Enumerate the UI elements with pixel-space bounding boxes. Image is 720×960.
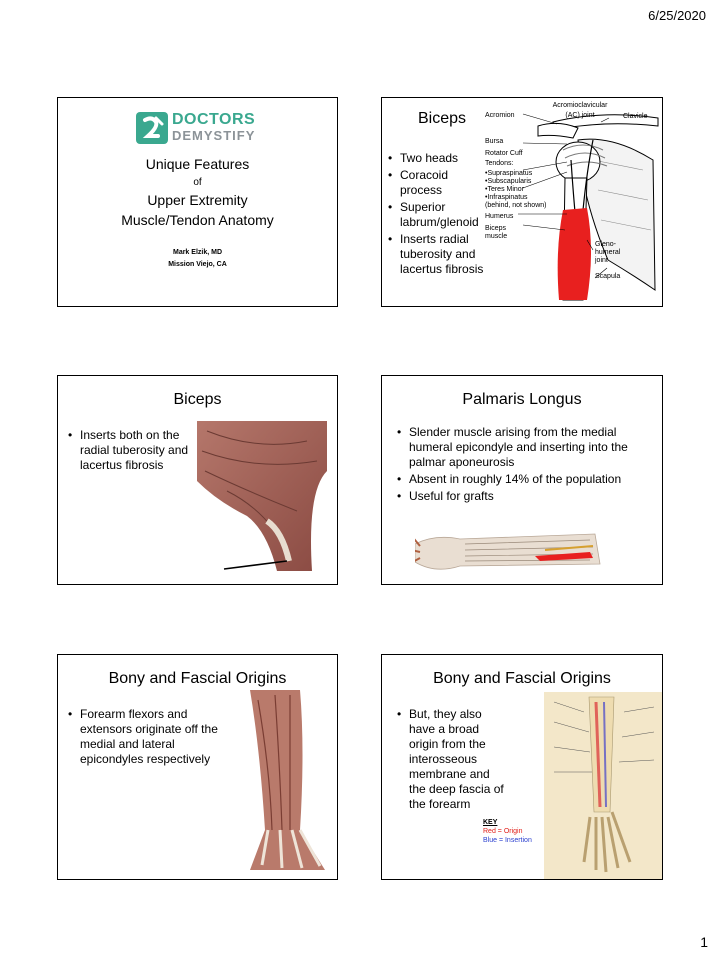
- label-scapula: Scapula: [595, 273, 621, 280]
- author-name: Mark Elzik, MD: [172, 249, 222, 256]
- logo-text-doctors: DOCTORS: [172, 111, 256, 128]
- bullet-list: [397, 707, 507, 814]
- label-bursa: Bursa: [485, 138, 504, 145]
- label-gleno-1: Gleno-: [595, 241, 617, 248]
- label-gleno-2: humeral: [595, 249, 621, 256]
- bullet-list: [388, 151, 488, 279]
- origin-insertion-diagram: [544, 692, 662, 880]
- slide-bony-origins-1: [57, 654, 338, 880]
- page-date: 6/25/2020: [648, 8, 706, 23]
- slide-title-card: [57, 97, 338, 307]
- slide-biceps-overview: [381, 97, 663, 307]
- title-line-4: Muscle/Tendon Anatomy: [121, 212, 274, 228]
- logo-text-demystify: DEMYSTIFY: [172, 128, 256, 143]
- label-acromion: Acromion: [485, 112, 515, 119]
- label-teres-minor: •Teres Minor: [485, 186, 525, 193]
- label-infraspinatus: •Infraspinatus: [485, 194, 528, 201]
- shoulder-diagram: [483, 100, 661, 305]
- bullet-item: • Absent in roughly 14% of the population: [397, 472, 652, 487]
- slide-biceps-insertion: [57, 375, 338, 585]
- slide-title: Biceps: [173, 391, 222, 408]
- label-subscapularis: •Subscapularis: [485, 178, 532, 185]
- bullet-item: • Coracoid process: [388, 168, 488, 198]
- label-biceps-muscle-1: Biceps: [485, 225, 507, 232]
- forearm-illustration: [415, 514, 605, 584]
- bullet-item: • Slender muscle arising from the medial humeral epicondyle and inserting into the palmar aponeurosis: [397, 425, 652, 470]
- slide-bony-origins-2: [381, 654, 663, 880]
- legend-key-red: Red = Origin: [483, 828, 523, 835]
- slide-title: Bony and Fascial Origins: [108, 670, 287, 687]
- label-gleno-3: joint: [595, 257, 608, 264]
- slide-palmaris-longus: [381, 375, 663, 585]
- title-line-1: Unique Features: [145, 156, 250, 172]
- label-humerus: Humerus: [485, 213, 514, 220]
- bullet-item: • Inserts radial tuberosity and lacertus fibrosis: [388, 232, 488, 277]
- bullet-item: • Superior labrum/glenoid: [388, 200, 488, 230]
- arm-muscle-illustration: [197, 421, 327, 571]
- bullet-list: [68, 707, 233, 769]
- logo-mark-icon: [136, 112, 168, 144]
- bullet-list: [68, 428, 198, 475]
- title-line-2: of: [193, 177, 202, 188]
- doctors-demystify-logo: [136, 111, 276, 145]
- bullet-list: [397, 425, 652, 506]
- page-number: 1: [700, 934, 708, 950]
- bullet-item: • Two heads: [388, 151, 488, 166]
- author-location: Mission Viejo, CA: [168, 261, 227, 268]
- legend-key-blue: Blue = Insertion: [483, 837, 532, 844]
- slide-title: Palmaris Longus: [462, 391, 582, 408]
- slide-title: Biceps: [417, 110, 467, 127]
- title-line-3: Upper Extremity: [147, 192, 248, 208]
- bullet-item: • Inserts both on the radial tuberosity and lacertus fibrosis: [68, 428, 198, 473]
- label-supraspinatus: •Supraspinatus: [485, 170, 533, 177]
- label-biceps-muscle-2: muscle: [485, 233, 508, 240]
- biceps-muscle-highlight: [558, 208, 591, 300]
- bullet-item: • But, they also have a broad origin from the interosseous membrane and the deep fascia of the forearm: [397, 707, 507, 812]
- label-ac-joint: Acromioclavicular (AC) joint: [552, 102, 608, 119]
- label-rotator-cuff-title: Rotator Cuff Tendons:: [485, 150, 523, 167]
- forearm-flexors-illustration: [230, 690, 338, 870]
- slide-title: Bony and Fascial Origins: [433, 670, 611, 687]
- label-rotator-cuff: [485, 149, 527, 169]
- label-clavicle: Clavicle: [623, 113, 648, 120]
- legend-key-title: KEY: [483, 819, 498, 826]
- bullet-item: • Useful for grafts: [397, 489, 652, 504]
- label-infraspinatus-note: (behind, not shown): [485, 202, 547, 209]
- bullet-item: • Forearm flexors and extensors originate off the medial and lateral epicondyles respectively: [68, 707, 233, 767]
